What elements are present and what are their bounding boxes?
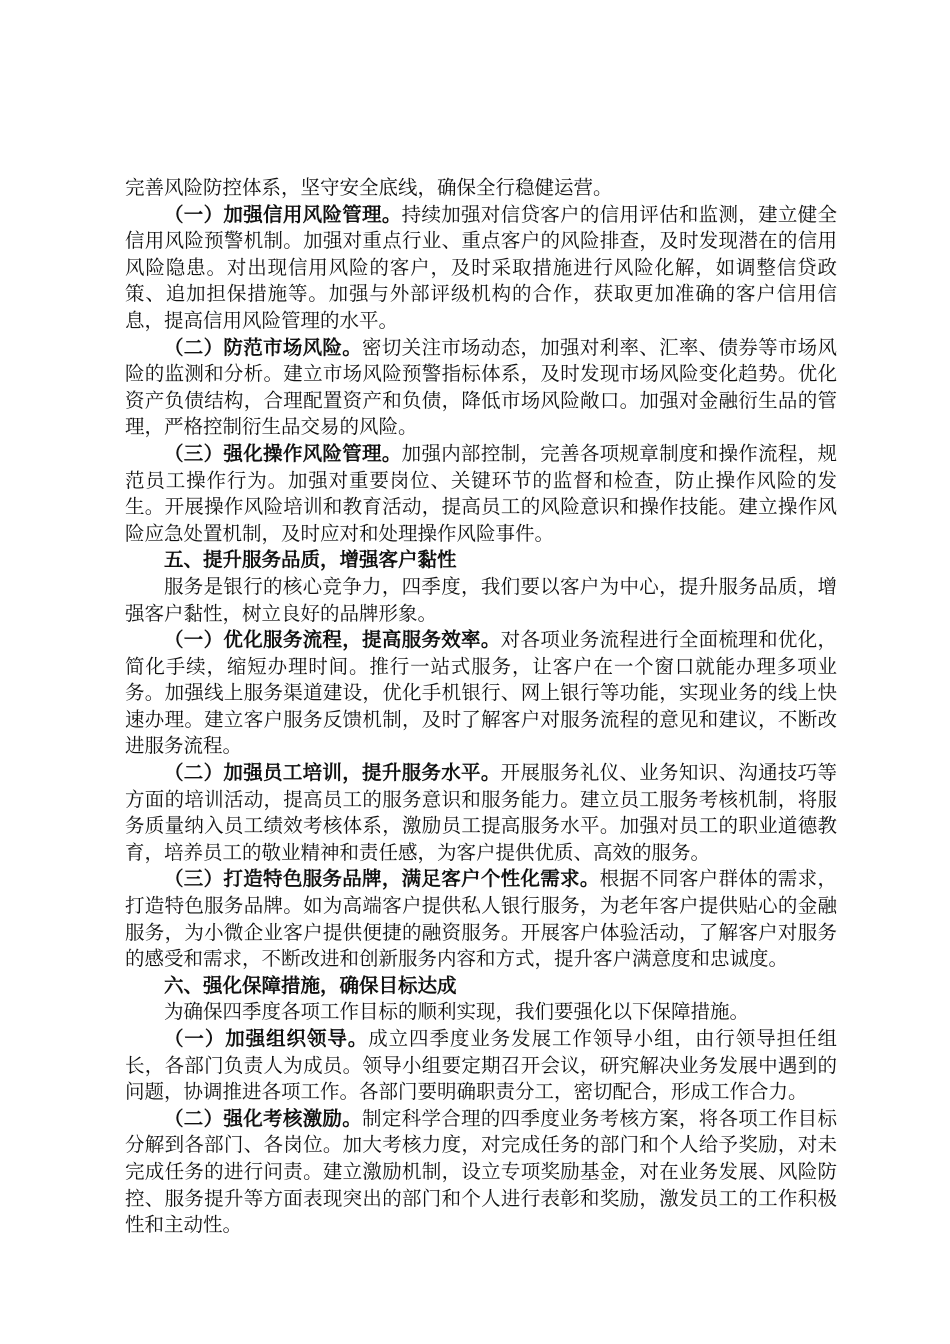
paragraph-service-brand — [125, 866, 837, 972]
paragraph-safeguard-intro — [125, 999, 837, 1026]
paragraph-lead: （一）加强信用风险管理。 — [164, 202, 402, 226]
paragraph-service-process — [125, 627, 837, 760]
paragraph-text: 制定科学合理的四季度业务考核方案，将各项工作目标分解到各部门、各岗位。加大考核力度，对完成任务的部门和个人给予奖励，对未完成任务的进行问责。建立激励机制，设立专项奖励基金，对在业务发展、风险防控、服务提升等方面表现突出的部门和个人进行表彰和奖励，激发员工的工作积极性和主动性。 — [125, 1106, 837, 1237]
paragraph-text: 完善风险防控体系，坚守安全底线，确保全行稳健运营。 — [125, 176, 613, 199]
paragraph-service-intro — [125, 574, 837, 627]
paragraph-text: 对各项业务流程进行全面梳理和优化，简化手续，缩短办理时间。推行一站式服务，让客户在一个窗口就能办理多项业务。加强线上服务渠道建设，优化手机银行、网上银行等功能，实现业务的线上快速办理。建立客户服务反馈机制，及时了解客户对服务流程的意见和建议，不断改进服务流程。 — [125, 628, 837, 758]
paragraph-text: 根据不同客户群体的需求，打造特色服务品牌。如为高端客户提供私人银行服务，为老年客户提供贴心的金融服务，为小微企业客户提供便捷的融资服务。开展客户体验活动，了解客户对服务的感受和需求，不断改进和创新服务内容和方式，提升客户满意度和忠诚度。 — [125, 867, 837, 971]
section-heading-6: 六、强化保障措施，确保目标达成 — [164, 973, 457, 997]
paragraph-text: 加强内部控制，完善各项规章制度和操作流程，规范员工操作行为。加强对重要岗位、关键环节的监督和检查，防止操作风险的发生。开展操作风险培训和教育活动，提高员工的风险意识和操作技能。建立操作风险应急处置机制，及时应对和处理操作风险事件。 — [125, 441, 837, 545]
paragraph-operational-risk — [125, 441, 837, 547]
paragraph-text: 开展服务礼仪、业务知识、沟通技巧等方面的培训活动，提高员工的服务意识和服务能力。建立员工服务考核机制，将服务质量纳入员工绩效考核体系，激励员工提高服务水平。加强对员工的职业道德教育，培养员工的敬业精神和责任感，为客户提供优质、高效的服务。 — [125, 761, 837, 864]
paragraph-lead: （三）强化操作风险管理。 — [164, 441, 402, 465]
paragraph-text: 持续加强对信贷客户的信用评估和监测，建立健全信用风险预警机制。加强对重点行业、重点客户的风险排查，及时发现潜在的信用风险隐患。对出现信用风险的客户，及时采取措施进行风险化解，如调整信贷政策、追加担保措施等。加强与外部评级机构的合作，获取更加准确的客户信用信息，提高信用风险管理的水平。 — [125, 202, 837, 332]
paragraph-text: 成立四季度业务发展工作领导小组，由行领导担任组长，各部门负责人为成员。领导小组要定期召开会议，研究解决业务发展中遇到的问题，协调推进各项工作。各部门要明确职责分工，密切配合，形成工作合力。 — [125, 1027, 837, 1104]
paragraph-lead: （二）强化考核激励。 — [164, 1106, 363, 1130]
paragraph-credit-risk — [125, 202, 837, 335]
paragraph-lead: （一）优化服务流程，提高服务效率。 — [164, 628, 501, 652]
document-page — [125, 175, 837, 1239]
paragraph-text: 为确保四季度各项工作目标的顺利实现，我们要强化以下保障措施。 — [164, 1000, 750, 1024]
paragraph-lead: （二）加强员工培训，提升服务水平。 — [164, 761, 501, 785]
paragraph-leadership — [125, 1026, 837, 1106]
paragraph-staff-training — [125, 760, 837, 866]
paragraph-incentives — [125, 1106, 837, 1239]
paragraph-lead: （三）打造特色服务品牌，满足客户个性化需求。 — [164, 867, 600, 891]
paragraph-intro — [125, 175, 837, 202]
section-heading-5: 五、提升服务品质，增强客户黏性 — [164, 548, 457, 572]
paragraph-market-risk — [125, 335, 837, 441]
paragraph-lead: （一）加强组织领导。 — [164, 1027, 369, 1050]
paragraph-text: 密切关注市场动态，加强对利率、汇率、债券等市场风险的监测和分析。建立市场风险预警指标体系，及时发现市场风险变化趋势。优化资产负债结构，合理配置资产和负债，降低市场风险敞口。加强对金融衍生品的管理，严格控制衍生品交易的风险。 — [125, 335, 837, 439]
paragraph-lead: （二）防范市场风险。 — [164, 335, 363, 359]
paragraph-text: 服务是银行的核心竞争力，四季度，我们要以客户为中心，提升服务品质，增强客户黏性，树立良好的品牌形象。 — [125, 574, 837, 625]
